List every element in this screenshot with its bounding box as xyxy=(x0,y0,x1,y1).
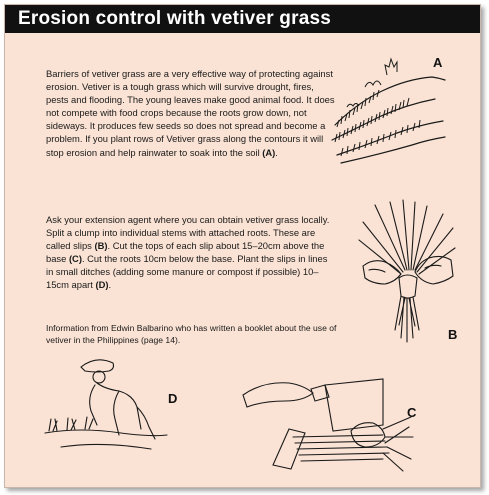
paragraph-end: . xyxy=(108,279,112,291)
paragraph-text: . Cut the roots 10cm below the base. Plant the slips in lines in small ditches (adding some manure or compost if possible) 10–15cm apart xyxy=(46,253,328,291)
illustration-c-cutting xyxy=(233,367,413,477)
figure-ref-c: (C) xyxy=(68,253,82,265)
info-source-note: Information from Edwin Balbarino who has written a booklet about the use of vetiver in the Philippines (page 14). xyxy=(46,323,337,345)
illustration-b-slips xyxy=(355,200,460,345)
paragraph-text: Barriers of vetiver grass are a very effective way of protecting against erosion. Vetiver is a tough grass which will survive drought, fires, pests and flooding. The young leaves make good animal food. It does not compete with food crops because the roots grow down, not sideways. It produces few seeds so does not spread and become a problem. If you plant rows of Vetiver grass along the contours it will stop erosion and help rainwater to soak into the soil xyxy=(46,68,335,158)
paragraph-text: . Cut the tops of each slip about 15–20cm above the base xyxy=(46,240,325,265)
paragraph-vetiver-barriers xyxy=(46,67,336,159)
info-panel xyxy=(4,4,481,488)
figure-label-a: A xyxy=(433,55,443,70)
figure-ref-b: (B) xyxy=(94,240,108,252)
figure-ref-d: (D) xyxy=(95,279,109,291)
title-bar xyxy=(5,5,480,33)
page-title: Erosion control with vetiver grass xyxy=(18,8,331,29)
paragraph-text: Ask your extension agent where you can obtain vetiver grass locally. Split a clump into individual stems with attached roots. These are called slips xyxy=(46,214,330,252)
paragraph-end: . xyxy=(275,146,278,158)
figure-label-c: C xyxy=(407,405,417,420)
illustration-a-hillside xyxy=(327,45,447,165)
figure-ref-a: (A) xyxy=(262,146,276,158)
figure-label-d: D xyxy=(168,391,178,406)
illustration-d-planting xyxy=(41,355,171,455)
figure-label-b: B xyxy=(448,327,458,342)
paragraph-planting-slips xyxy=(46,213,336,292)
